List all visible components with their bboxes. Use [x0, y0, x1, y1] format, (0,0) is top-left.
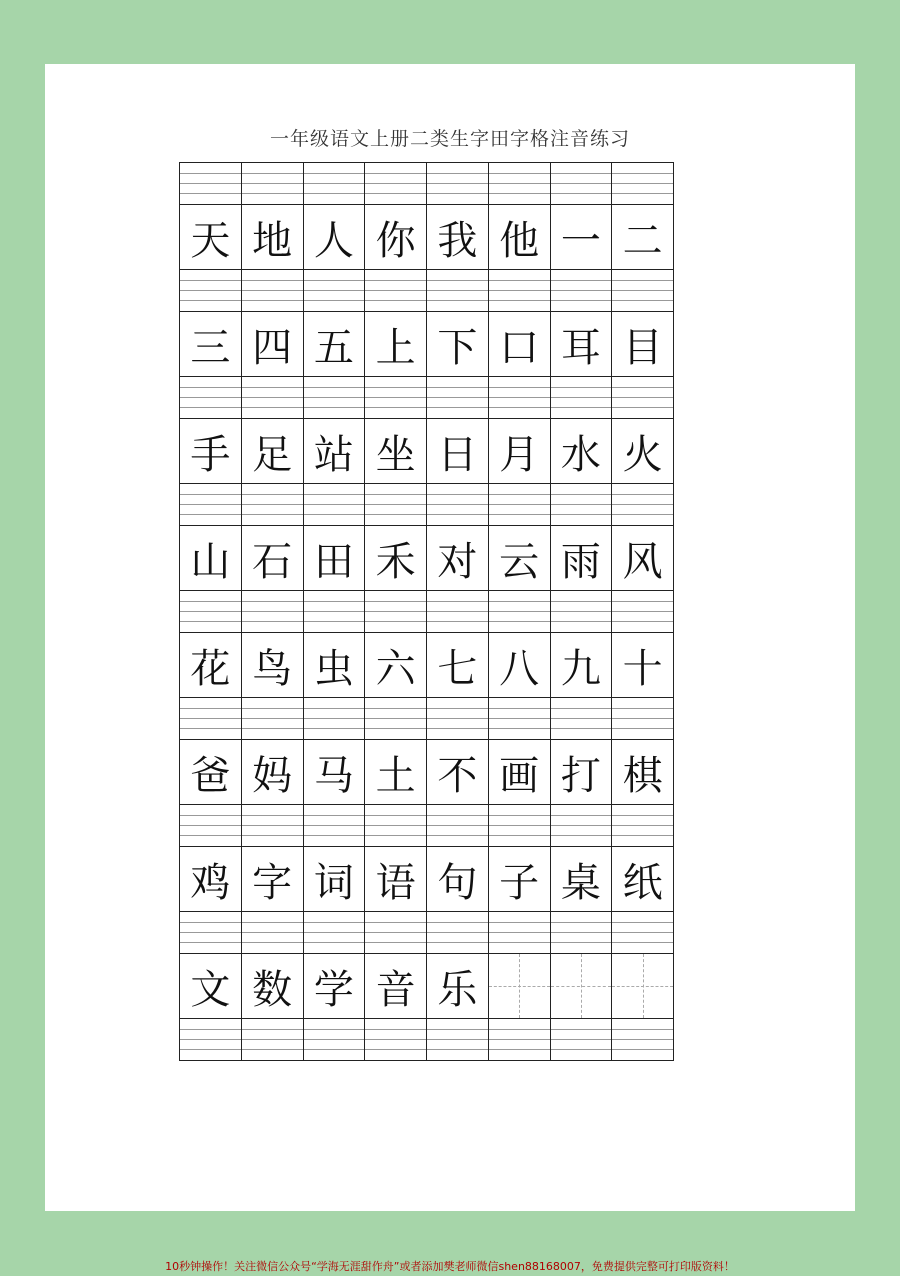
character-cell: 打: [551, 739, 613, 804]
grid-row: [180, 162, 673, 269]
character-cell: 纸: [612, 846, 673, 911]
pinyin-cell: [427, 804, 489, 846]
tianzige-grid: [179, 162, 674, 1061]
character-cell: 站: [304, 418, 366, 483]
pinyin-cell: [427, 1018, 489, 1060]
pinyin-cell: [489, 269, 551, 311]
pinyin-cell: [427, 911, 489, 953]
pinyin-cell: [489, 376, 551, 418]
character-cell: 文: [180, 953, 242, 1018]
character-cell: 天: [180, 204, 242, 269]
pinyin-cell: [365, 590, 427, 632]
pinyin-cell: [242, 804, 304, 846]
pinyin-cell: [180, 483, 242, 525]
pinyin-line-row: [180, 376, 673, 418]
pinyin-cell: [242, 911, 304, 953]
character-cell: 五: [304, 311, 366, 376]
character-row: [180, 418, 673, 483]
character-cell: 人: [304, 204, 366, 269]
pinyin-cell: [551, 162, 613, 204]
pinyin-cell: [612, 269, 673, 311]
character-cell: 子: [489, 846, 551, 911]
pinyin-cell: [427, 162, 489, 204]
pinyin-cell: [365, 697, 427, 739]
empty-practice-cell: [612, 953, 673, 1018]
pinyin-cell: [242, 376, 304, 418]
pinyin-cell: [242, 1018, 304, 1060]
pinyin-cell: [304, 804, 366, 846]
pinyin-cell: [304, 590, 366, 632]
pinyin-line-row: [180, 162, 673, 204]
character-cell: 对: [427, 525, 489, 590]
pinyin-line-row: [180, 911, 673, 953]
pinyin-cell: [304, 376, 366, 418]
grid-row: [180, 483, 673, 590]
pinyin-cell: [427, 697, 489, 739]
character-cell: 数: [242, 953, 304, 1018]
character-cell: 目: [612, 311, 673, 376]
character-cell: 句: [427, 846, 489, 911]
character-cell: 十: [612, 632, 673, 697]
character-cell: 石: [242, 525, 304, 590]
pinyin-line-row: [180, 483, 673, 525]
pinyin-cell: [180, 162, 242, 204]
pinyin-cell: [304, 697, 366, 739]
character-cell: 你: [365, 204, 427, 269]
pinyin-cell: [551, 911, 613, 953]
pinyin-cell: [612, 590, 673, 632]
pinyin-cell: [242, 483, 304, 525]
character-cell: 田: [304, 525, 366, 590]
character-cell: 鸟: [242, 632, 304, 697]
character-cell: 风: [612, 525, 673, 590]
pinyin-cell: [304, 162, 366, 204]
character-cell: 桌: [551, 846, 613, 911]
pinyin-cell: [612, 376, 673, 418]
character-cell: 坐: [365, 418, 427, 483]
character-cell: 足: [242, 418, 304, 483]
empty-practice-cell: [489, 953, 551, 1018]
pinyin-line-row: [180, 1018, 673, 1060]
pinyin-line-row: [180, 804, 673, 846]
character-cell: 音: [365, 953, 427, 1018]
pinyin-cell: [551, 1018, 613, 1060]
character-row: [180, 953, 673, 1018]
pinyin-cell: [365, 483, 427, 525]
pinyin-cell: [612, 911, 673, 953]
character-cell: 手: [180, 418, 242, 483]
character-cell: 七: [427, 632, 489, 697]
pinyin-cell: [180, 1018, 242, 1060]
pinyin-cell: [489, 697, 551, 739]
pinyin-cell: [489, 911, 551, 953]
pinyin-cell: [180, 269, 242, 311]
character-cell: 三: [180, 311, 242, 376]
pinyin-cell: [427, 376, 489, 418]
character-row: [180, 846, 673, 911]
character-cell: 二: [612, 204, 673, 269]
character-cell: 他: [489, 204, 551, 269]
character-row: [180, 311, 673, 376]
character-row: [180, 739, 673, 804]
character-cell: 九: [551, 632, 613, 697]
character-cell: 棋: [612, 739, 673, 804]
pinyin-cell: [242, 697, 304, 739]
character-row: [180, 632, 673, 697]
character-cell: 地: [242, 204, 304, 269]
character-cell: 一: [551, 204, 613, 269]
pinyin-cell: [180, 804, 242, 846]
pinyin-cell: [551, 376, 613, 418]
character-cell: 词: [304, 846, 366, 911]
character-cell: 虫: [304, 632, 366, 697]
character-cell: 云: [489, 525, 551, 590]
character-cell: 山: [180, 525, 242, 590]
character-row: [180, 204, 673, 269]
pinyin-cell: [551, 269, 613, 311]
pinyin-line-row: [180, 269, 673, 311]
character-cell: 马: [304, 739, 366, 804]
pinyin-cell: [180, 376, 242, 418]
character-cell: 学: [304, 953, 366, 1018]
pinyin-cell: [612, 1018, 673, 1060]
character-cell: 妈: [242, 739, 304, 804]
pinyin-line-row: [180, 590, 673, 632]
pinyin-cell: [551, 804, 613, 846]
pinyin-cell: [427, 269, 489, 311]
pinyin-cell: [489, 162, 551, 204]
pinyin-cell: [612, 162, 673, 204]
pinyin-cell: [180, 590, 242, 632]
pinyin-cell: [365, 1018, 427, 1060]
character-cell: 口: [489, 311, 551, 376]
pinyin-cell: [304, 911, 366, 953]
character-cell: 乐: [427, 953, 489, 1018]
character-row: [180, 525, 673, 590]
character-cell: 火: [612, 418, 673, 483]
grid-row: [180, 269, 673, 376]
pinyin-cell: [365, 162, 427, 204]
pinyin-line-row: [180, 697, 673, 739]
pinyin-cell: [427, 590, 489, 632]
character-cell: 雨: [551, 525, 613, 590]
character-cell: 不: [427, 739, 489, 804]
pinyin-cell: [180, 911, 242, 953]
grid-row: [180, 376, 673, 483]
pinyin-cell: [551, 483, 613, 525]
character-cell: 鸡: [180, 846, 242, 911]
character-cell: 语: [365, 846, 427, 911]
character-cell: 下: [427, 311, 489, 376]
pinyin-cell: [365, 269, 427, 311]
pinyin-cell: [304, 1018, 366, 1060]
character-cell: 四: [242, 311, 304, 376]
pinyin-cell: [489, 804, 551, 846]
character-cell: 六: [365, 632, 427, 697]
character-cell: 我: [427, 204, 489, 269]
pinyin-cell: [551, 697, 613, 739]
character-cell: 水: [551, 418, 613, 483]
character-cell: 月: [489, 418, 551, 483]
grid-row: [180, 911, 673, 1018]
pinyin-cell: [612, 483, 673, 525]
pinyin-cell: [612, 697, 673, 739]
grid-row: [180, 804, 673, 911]
grid-row: [180, 697, 673, 804]
worksheet-title: 一年级语文上册二类生字田字格注音练习: [269, 128, 630, 150]
grid-row: [180, 590, 673, 697]
pinyin-cell: [242, 269, 304, 311]
pinyin-cell: [242, 590, 304, 632]
pinyin-cell: [304, 483, 366, 525]
pinyin-cell: [180, 697, 242, 739]
character-cell: 画: [489, 739, 551, 804]
pinyin-cell: [304, 269, 366, 311]
character-cell: 耳: [551, 311, 613, 376]
pinyin-cell: [427, 483, 489, 525]
pinyin-cell: [365, 376, 427, 418]
pinyin-cell: [489, 483, 551, 525]
character-cell: 禾: [365, 525, 427, 590]
character-cell: 字: [242, 846, 304, 911]
pinyin-cell: [242, 162, 304, 204]
character-cell: 八: [489, 632, 551, 697]
pinyin-cell: [489, 590, 551, 632]
pinyin-cell: [489, 1018, 551, 1060]
empty-practice-cell: [551, 953, 613, 1018]
pinyin-cell: [365, 804, 427, 846]
pinyin-cell: [551, 590, 613, 632]
character-cell: 爸: [180, 739, 242, 804]
character-cell: 上: [365, 311, 427, 376]
pinyin-cell: [612, 804, 673, 846]
character-cell: 土: [365, 739, 427, 804]
character-cell: 日: [427, 418, 489, 483]
character-cell: 花: [180, 632, 242, 697]
pinyin-cell: [365, 911, 427, 953]
footer-note: 10秒钟操作！关注微信公众号“学海无涯甜作舟”或者添加樊老师微信shen88168007，免费提供完整可打印版资料！: [165, 1260, 735, 1273]
